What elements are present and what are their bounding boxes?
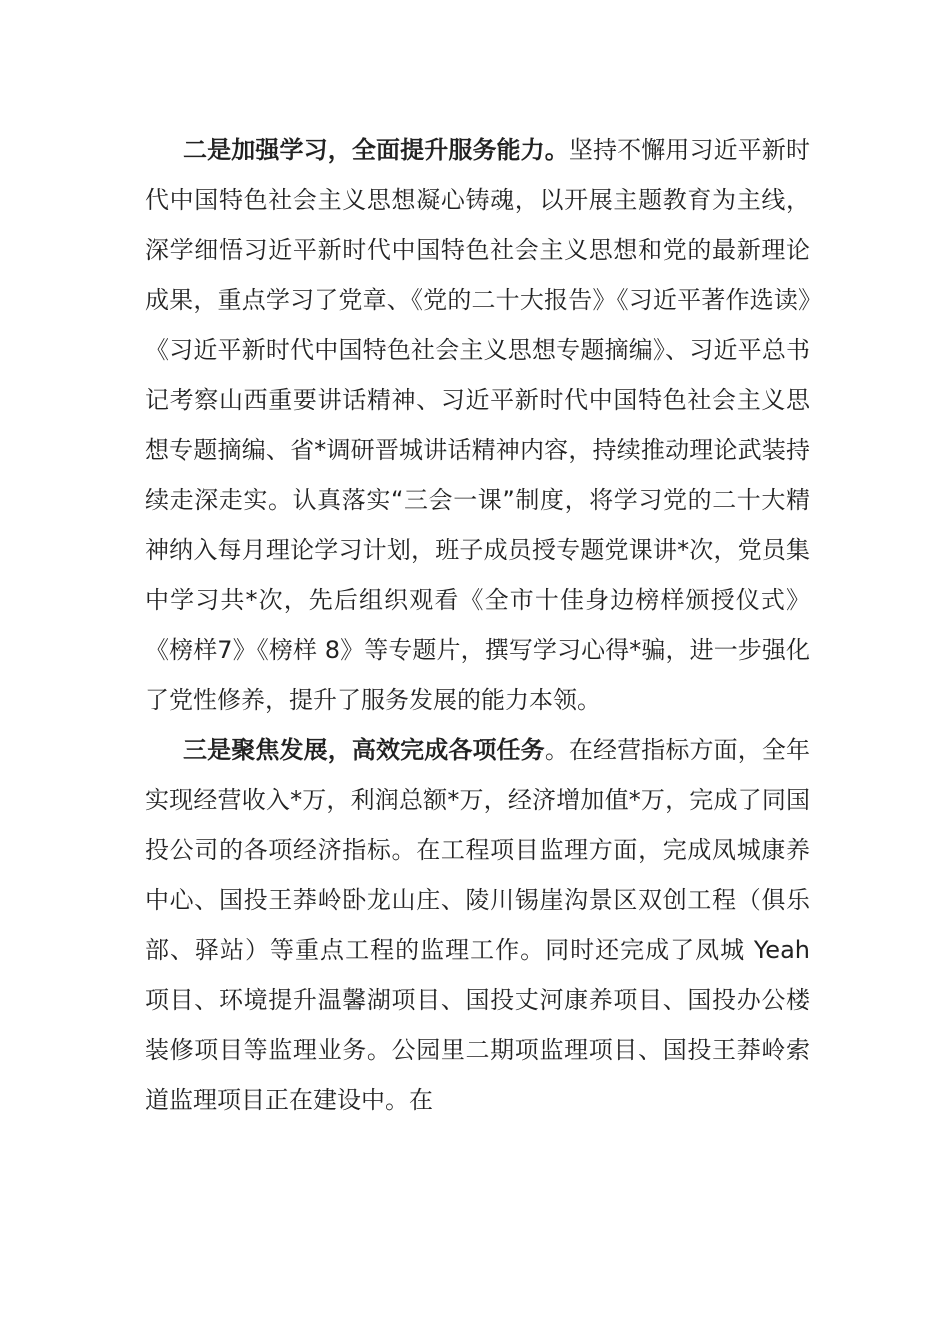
document-body — [145, 125, 810, 1125]
paragraph-heading: 二是加强学习，全面提升服务能力。 — [183, 136, 569, 164]
paragraph-heading: 三是聚焦发展，高效完成各项任务 — [183, 736, 545, 764]
paragraph-study — [145, 125, 810, 725]
paragraph-text: 坚持不懈用习近平新时代中国特色社会主义思想凝心铸魂，以开展主题教育为主线，深学细悟习近平新时代中国特色社会主义思想和党的最新理论成果，重点学习了党章、《党的二十大报告》《习近平著作选读》《习近平新时代中国特色社会主义思想专题摘编》、习近平总书记考察山西重要讲话精神、习近平新时代中国特色社会主义思想专题摘编、省*调研晋城讲话精神内容，持续推动理论武装持续走深走实。认真落实“三会一课”制度，将学习党的二十大精神纳入每月理论学习计划，班子成员授专题党课讲*次，党员集中学习共*次，先后组织观看《全市十佳身边榜样颁授仪式》《榜样7》《榜样 8》等专题片，撰写学习心得*骗，进一步强化了党性修养，提升了服务发展的能力本领。 — [145, 136, 811, 714]
paragraph-development — [145, 725, 810, 1125]
paragraph-text: 。在经营指标方面，全年实现经营收入*万，利润总额*万，经济增加值*万，完成了同国投公司的各项经济指标。在工程项目监理方面，完成凤城康养中心、国投王莽岭卧龙山庄、陵川锡崖沟景区双创工程（俱乐部、驿站）等重点工程的监理工作。同时还完成了凤城 Yeah 项目、环境提升温馨湖项目、国投丈河康养项目、国投办公楼装修项目等监理业务。公园里二期项监理项目、国投王莽岭索道监理项目正在建设中。在 — [145, 736, 811, 1114]
